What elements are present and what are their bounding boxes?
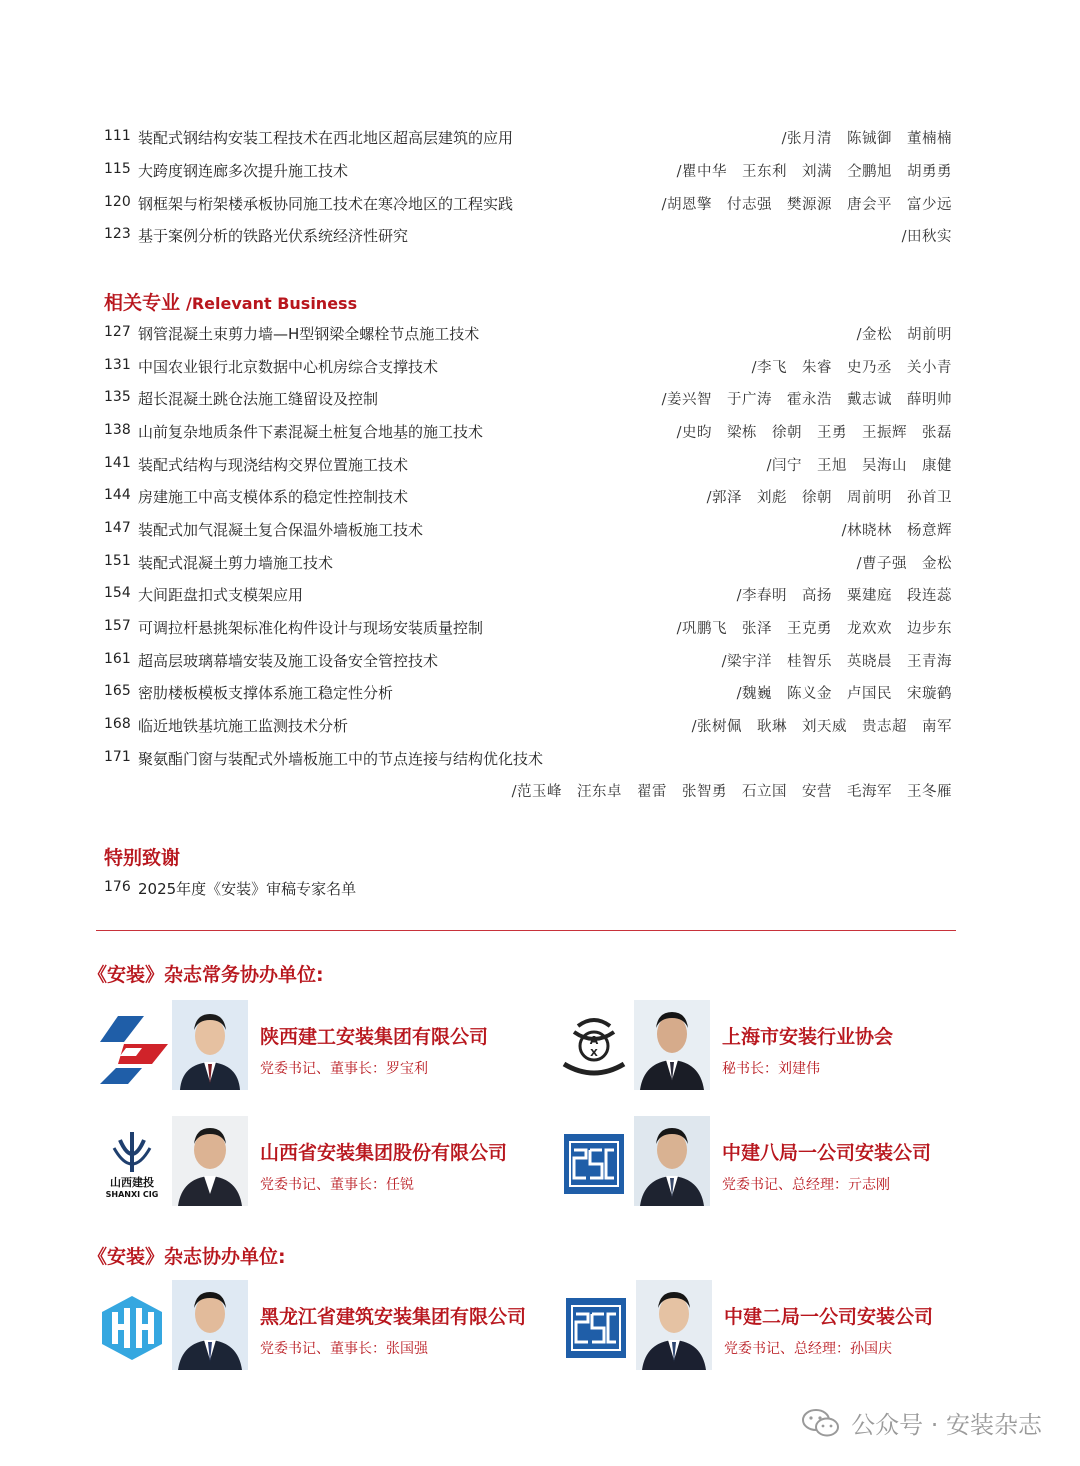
toc-entry[interactable]	[0, 483, 1080, 513]
toc-entry[interactable]	[0, 549, 1080, 579]
toc-entry[interactable]	[0, 124, 1080, 154]
sponsors-regular-heading: 《安装》杂志常务协办单位:	[88, 964, 324, 986]
sponsor-org-name: 中建八局一公司安装公司	[722, 1142, 932, 1164]
sponsor-org-name: 上海市安装行业协会	[722, 1026, 894, 1048]
article-authors: /李春明 高扬 粟建庭 段连蕊	[736, 588, 952, 604]
sponsor-person: 党委书记、总经理：孙国庆	[724, 1341, 892, 1357]
cscec-logo-icon	[558, 1128, 630, 1200]
page-number: 120	[104, 194, 131, 210]
section-title-zh: 特别致谢	[104, 847, 181, 869]
sponsor-card	[558, 1000, 998, 1096]
article-title: 聚氨酯门窗与装配式外墙板施工中的节点连接与结构优化技术	[138, 750, 544, 768]
article-authors: /金松 胡前明	[856, 327, 952, 343]
sponsor-person: 党委书记、董事长：任锐	[260, 1177, 414, 1193]
article-title: 密肋楼板模板支撑体系施工稳定性分析	[138, 684, 394, 702]
section-title-zh: 相关专业	[104, 292, 181, 314]
person-portrait-icon	[634, 1000, 710, 1090]
toc-entry[interactable]	[0, 222, 1080, 252]
toc-entry[interactable]	[0, 875, 1080, 905]
article-title: 装配式加气混凝土复合保温外墙板施工技术	[138, 521, 424, 539]
cscec-logo-icon	[560, 1292, 632, 1364]
toc-entry[interactable]	[0, 353, 1080, 383]
article-title: 钢管混凝土束剪力墙—H型钢梁全螺栓节点施工技术	[138, 325, 480, 343]
article-authors: /林晓林 杨意辉	[841, 523, 952, 539]
svg-text:SHANXI CIG: SHANXI CIG	[105, 1190, 159, 1199]
article-authors: /郭泽 刘彪 徐朝 周前明 孙首卫	[706, 490, 952, 506]
page-number: 157	[104, 618, 131, 634]
svg-text:X: X	[590, 1048, 598, 1059]
svg-text:A: A	[589, 1034, 599, 1047]
article-title: 装配式混凝土剪力墙施工技术	[138, 554, 334, 572]
page-number: 151	[104, 553, 131, 569]
article-authors: /田秋实	[901, 229, 952, 245]
page-number: 127	[104, 324, 131, 340]
sponsor-person: 党委书记、董事长：张国强	[260, 1341, 428, 1357]
sponsor-person: 党委书记、董事长：罗宝利	[260, 1061, 428, 1077]
toc-entry[interactable]	[0, 745, 1080, 775]
page-number: 171	[104, 749, 131, 765]
article-authors: /巩鹏飞 张泽 王克勇 龙欢欢 边步东	[676, 621, 952, 637]
wechat-icon	[801, 1407, 841, 1439]
article-authors: /范玉峰 汪东卓 翟雷 张智勇 石立国 安营 毛海军 王冬雁	[511, 784, 952, 800]
toc-entry[interactable]	[0, 320, 1080, 350]
page-number: 141	[104, 455, 131, 471]
article-title: 房建施工中高支模体系的稳定性控制技术	[138, 488, 409, 506]
article-title: 山前复杂地质条件下素混凝土桩复合地基的施工技术	[138, 423, 484, 441]
article-authors: /姜兴智 于广涛 霍永浩 戴志诚 薛明帅	[661, 392, 952, 408]
page-number: 154	[104, 585, 131, 601]
page-number: 111	[104, 128, 131, 144]
page-number: 138	[104, 422, 131, 438]
toc-entry[interactable]	[0, 157, 1080, 187]
sponsor-card	[96, 1116, 536, 1212]
article-title: 大跨度钢连廊多次提升施工技术	[138, 162, 349, 180]
sponsor-org-name: 山西省安装集团股份有限公司	[260, 1142, 508, 1164]
article-authors: /魏巍 陈义金 卢国民 宋璇鹤	[736, 686, 952, 702]
sponsor-card	[96, 1000, 536, 1096]
sponsor-card	[96, 1280, 536, 1376]
toc-entry[interactable]	[0, 679, 1080, 709]
article-authors: /史昀 梁栋 徐朝 王勇 王振辉 张磊	[676, 425, 952, 441]
article-title: 装配式钢结构安装工程技术在西北地区超高层建筑的应用	[138, 129, 514, 147]
sponsor-card	[560, 1280, 1000, 1376]
person-portrait-icon	[634, 1116, 710, 1206]
section-heading-special-thanks	[104, 843, 180, 870]
wechat-watermark	[801, 1405, 1042, 1440]
section-divider	[96, 930, 956, 931]
toc-entry[interactable]	[0, 614, 1080, 644]
article-title: 装配式结构与现浇结构交界位置施工技术	[138, 456, 409, 474]
article-title: 临近地铁基坑施工监测技术分析	[138, 717, 349, 735]
page-number: 123	[104, 226, 131, 242]
person-portrait-icon	[636, 1280, 712, 1370]
article-title: 大间距盘扣式支模架应用	[138, 586, 304, 604]
company-logo-icon	[96, 1128, 168, 1200]
page-number: 161	[104, 651, 131, 667]
article-title: 超长混凝土跳仓法施工缝留设及控制	[138, 390, 379, 408]
article-authors: /曹子强 金松	[856, 556, 952, 572]
article-title: 2025年度《安装》审稿专家名单	[138, 880, 357, 898]
company-logo-icon	[96, 1012, 168, 1084]
person-portrait-icon	[172, 1280, 248, 1370]
toc-entry[interactable]	[0, 418, 1080, 448]
person-portrait-icon	[172, 1000, 248, 1090]
page-number: 165	[104, 683, 131, 699]
article-authors: /胡恩擎 付志强 樊源源 唐会平 富少远	[661, 197, 952, 213]
sponsor-person: 秘书长：刘建伟	[722, 1061, 820, 1077]
article-authors: /瞿中华 王东利 刘满 仝鹏旭 胡勇勇	[676, 164, 952, 180]
toc-entry[interactable]	[0, 451, 1080, 481]
sponsor-org-name: 中建二局一公司安装公司	[724, 1306, 934, 1328]
svg-text:山西建投: 山西建投	[110, 1176, 154, 1189]
article-title: 可调拉杆悬挑架标准化构件设计与现场安装质量控制	[138, 619, 484, 637]
page-number: 147	[104, 520, 131, 536]
article-authors: /李飞 朱睿 史乃丞 关小青	[751, 360, 952, 376]
watermark-text: 公众号 · 安装杂志	[851, 1411, 1042, 1439]
person-portrait-icon	[172, 1116, 248, 1206]
sponsor-card	[558, 1116, 998, 1212]
article-title: 中国农业银行北京数据中心机房综合支撑技术	[138, 358, 439, 376]
sponsor-person: 党委书记、总经理：亓志刚	[722, 1177, 890, 1193]
toc-entry[interactable]	[0, 712, 1080, 742]
page-number: 176	[104, 879, 131, 895]
page-number: 131	[104, 357, 131, 373]
page-number: 168	[104, 716, 131, 732]
article-authors: /张树佩 耿琳 刘天威 贵志超 南军	[691, 719, 952, 735]
sponsor-org-name: 黑龙江省建筑安装集团有限公司	[260, 1306, 527, 1328]
toc-entry[interactable]	[0, 516, 1080, 546]
page-number: 144	[104, 487, 131, 503]
article-authors: /张月清 陈铖御 董楠楠	[781, 131, 952, 147]
toc-entry[interactable]	[0, 190, 1080, 220]
association-logo-icon	[558, 1012, 630, 1084]
article-authors: /闫宁 王旭 吴海山 康健	[766, 458, 952, 474]
toc-entry[interactable]	[0, 581, 1080, 611]
article-title: 基于案例分析的铁路光伏系统经济性研究	[138, 227, 409, 245]
toc-entry[interactable]	[0, 647, 1080, 677]
sponsors-heading: 《安装》杂志协办单位:	[88, 1246, 286, 1268]
page-number: 135	[104, 389, 131, 405]
article-authors: /梁宇洋 桂智乐 英晓晨 王青海	[721, 654, 952, 670]
article-title: 钢框架与桁架楼承板协同施工技术在寒冷地区的工程实践	[138, 195, 514, 213]
section-heading-relevant-business	[104, 288, 357, 315]
company-logo-icon	[96, 1292, 168, 1364]
sponsor-org-name: 陕西建工安装集团有限公司	[260, 1026, 489, 1048]
page-number: 115	[104, 161, 131, 177]
article-title: 超高层玻璃幕墙安装及施工设备安全管控技术	[138, 652, 439, 670]
toc-entry[interactable]	[0, 385, 1080, 415]
section-title-en: /Relevant Business	[186, 294, 358, 313]
